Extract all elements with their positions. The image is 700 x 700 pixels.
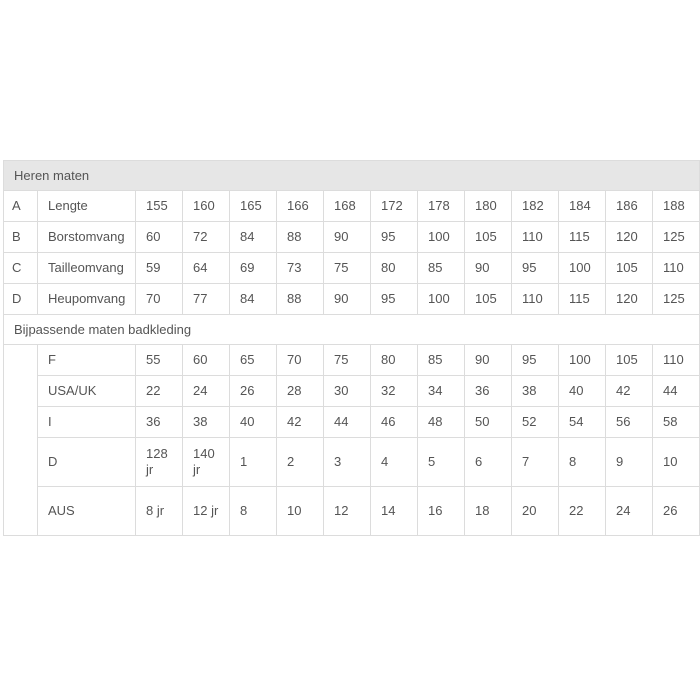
table-cell: 8 (230, 487, 277, 536)
table-row (4, 345, 700, 376)
row-label: D (38, 438, 136, 487)
table-cell: 100 (559, 345, 606, 376)
table-cell: 64 (183, 253, 230, 284)
table-cell: 12 (324, 487, 371, 536)
table-cell: 9 (606, 438, 653, 487)
table-cell: 120 (606, 222, 653, 253)
table-cell: 88 (277, 222, 324, 253)
table-cell: 95 (371, 284, 418, 315)
row-label: Tailleomvang (38, 253, 136, 284)
table-cell: 30 (324, 376, 371, 407)
table-cell: 90 (465, 253, 512, 284)
table-cell: 24 (606, 487, 653, 536)
table-cell: 26 (653, 487, 700, 536)
table-row (4, 253, 700, 284)
table-row (4, 191, 700, 222)
table-cell: 95 (512, 253, 559, 284)
table-cell: 77 (183, 284, 230, 315)
table-cell: 110 (653, 345, 700, 376)
table-cell: 182 (512, 191, 559, 222)
table-cell: 14 (371, 487, 418, 536)
table-cell: 44 (653, 376, 700, 407)
row-letter: D (4, 284, 38, 315)
table-cell: 84 (230, 284, 277, 315)
table-cell: 69 (230, 253, 277, 284)
table-cell: 80 (371, 345, 418, 376)
table-row (4, 407, 700, 438)
table-cell: 165 (230, 191, 277, 222)
row-label: Lengte (38, 191, 136, 222)
row-label: Borstomvang (38, 222, 136, 253)
table-cell: 168 (324, 191, 371, 222)
table-cell: 166 (277, 191, 324, 222)
table-cell: 59 (136, 253, 183, 284)
row-letter: A (4, 191, 38, 222)
table-cell: 38 (183, 407, 230, 438)
table-cell: 85 (418, 345, 465, 376)
table-cell: 75 (324, 345, 371, 376)
table-row (4, 487, 700, 536)
table-cell: 1 (230, 438, 277, 487)
table-cell: 22 (559, 487, 606, 536)
table-heading: Heren maten (4, 161, 700, 191)
table-cell: 125 (653, 284, 700, 315)
table-cell: 95 (512, 345, 559, 376)
table-cell: 20 (512, 487, 559, 536)
table-cell: 180 (465, 191, 512, 222)
table-cell: 46 (371, 407, 418, 438)
table-cell: 56 (606, 407, 653, 438)
table-cell: 32 (371, 376, 418, 407)
table-cell: 40 (230, 407, 277, 438)
row-label: F (38, 345, 136, 376)
table-cell: 8 (559, 438, 606, 487)
table-cell: 160 (183, 191, 230, 222)
row-letter: B (4, 222, 38, 253)
table-cell: 48 (418, 407, 465, 438)
table-cell: 4 (371, 438, 418, 487)
table-cell: 105 (606, 345, 653, 376)
table-cell: 178 (418, 191, 465, 222)
table-cell: 105 (465, 222, 512, 253)
table-cell: 128 jr (136, 438, 183, 487)
table-cell: 100 (418, 284, 465, 315)
table-cell: 125 (653, 222, 700, 253)
table-cell: 90 (324, 222, 371, 253)
table-cell: 10 (653, 438, 700, 487)
table-cell: 52 (512, 407, 559, 438)
table-cell: 58 (653, 407, 700, 438)
table-cell: 2 (277, 438, 324, 487)
table-cell: 95 (371, 222, 418, 253)
table-cell: 16 (418, 487, 465, 536)
table-cell: 140 jr (183, 438, 230, 487)
table-cell: 8 jr (136, 487, 183, 536)
table-cell: 85 (418, 253, 465, 284)
table-cell: 34 (418, 376, 465, 407)
table-cell: 115 (559, 284, 606, 315)
table-cell: 110 (512, 284, 559, 315)
table-cell: 24 (183, 376, 230, 407)
table-cell: 42 (606, 376, 653, 407)
row-label: USA/UK (38, 376, 136, 407)
table-cell: 115 (559, 222, 606, 253)
table-cell: 40 (559, 376, 606, 407)
row-label: I (38, 407, 136, 438)
table-cell: 10 (277, 487, 324, 536)
table-cell: 110 (653, 253, 700, 284)
table-cell: 73 (277, 253, 324, 284)
table-cell: 172 (371, 191, 418, 222)
table-cell: 28 (277, 376, 324, 407)
table-cell: 18 (465, 487, 512, 536)
table-cell: 44 (324, 407, 371, 438)
table-cell: 105 (606, 253, 653, 284)
swimwear-header-row (4, 315, 700, 345)
table-cell: 12 jr (183, 487, 230, 536)
table-cell: 36 (136, 407, 183, 438)
table-cell: 38 (512, 376, 559, 407)
size-chart-table (3, 160, 700, 536)
table-cell: 54 (559, 407, 606, 438)
row-letter: C (4, 253, 38, 284)
table-header-row (4, 161, 700, 191)
table-cell: 90 (324, 284, 371, 315)
table-cell: 3 (324, 438, 371, 487)
table-cell: 50 (465, 407, 512, 438)
table-cell: 60 (183, 345, 230, 376)
table-cell: 120 (606, 284, 653, 315)
table-cell: 6 (465, 438, 512, 487)
table-row (4, 376, 700, 407)
table-cell: 155 (136, 191, 183, 222)
row-label: AUS (38, 487, 136, 536)
table-cell: 22 (136, 376, 183, 407)
table-cell: 105 (465, 284, 512, 315)
table-cell: 186 (606, 191, 653, 222)
table-cell: 60 (136, 222, 183, 253)
table-cell: 26 (230, 376, 277, 407)
table-cell: 55 (136, 345, 183, 376)
table-cell: 5 (418, 438, 465, 487)
table-cell: 72 (183, 222, 230, 253)
table-cell: 7 (512, 438, 559, 487)
table-row (4, 438, 700, 487)
table-cell: 100 (418, 222, 465, 253)
table-cell: 42 (277, 407, 324, 438)
table-cell: 88 (277, 284, 324, 315)
swimwear-heading: Bijpassende maten badkleding (4, 315, 700, 345)
table-cell: 100 (559, 253, 606, 284)
table-cell: 84 (230, 222, 277, 253)
table-row (4, 222, 700, 253)
table-cell: 70 (277, 345, 324, 376)
table-cell: 80 (371, 253, 418, 284)
table-cell: 110 (512, 222, 559, 253)
row-label: Heupomvang (38, 284, 136, 315)
table-cell: 188 (653, 191, 700, 222)
table-cell: 65 (230, 345, 277, 376)
table-cell: 70 (136, 284, 183, 315)
table-row (4, 284, 700, 315)
table-cell: 36 (465, 376, 512, 407)
empty-cell (4, 345, 38, 536)
table-cell: 75 (324, 253, 371, 284)
table-cell: 184 (559, 191, 606, 222)
table-cell: 90 (465, 345, 512, 376)
